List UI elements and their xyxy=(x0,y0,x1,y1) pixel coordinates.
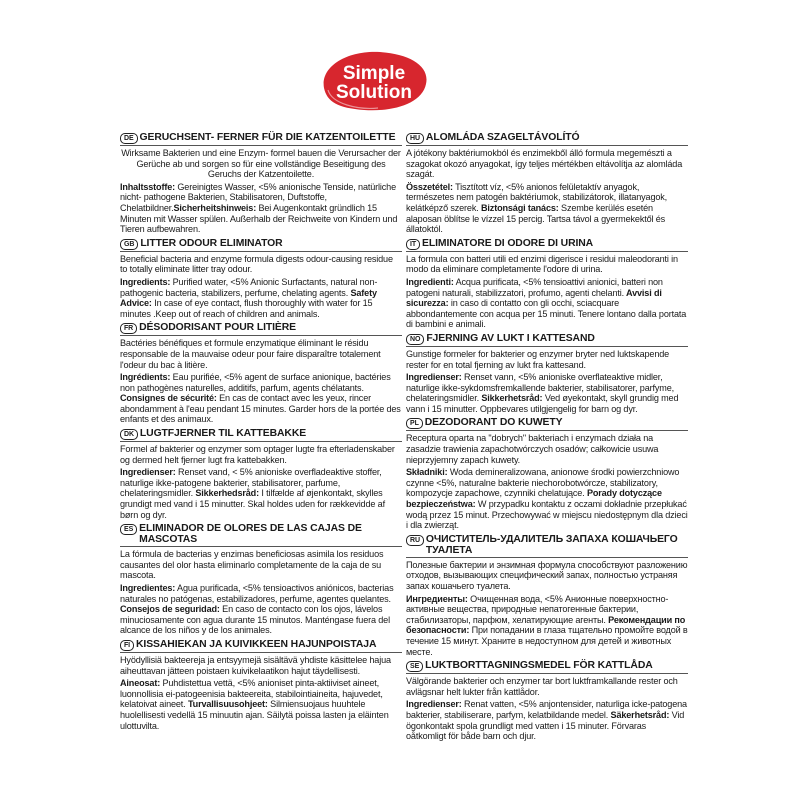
logo-line1: Simple xyxy=(342,63,406,84)
ingredients-and-safety xyxy=(120,583,402,636)
right-column xyxy=(406,132,688,745)
language-section-gb xyxy=(120,238,402,320)
language-code-badge: RU xyxy=(406,535,424,546)
ingredients-label: Ingredients: xyxy=(120,276,171,287)
language-code-badge: SE xyxy=(406,661,423,672)
section-heading xyxy=(406,417,688,431)
section-title: LUGTFJERNER TIL KATTEBAKKE xyxy=(139,428,307,440)
section-title: FJERNING AV LUKT I KATTESAND xyxy=(426,332,595,344)
ingredients-and-safety xyxy=(120,678,402,731)
safety-label: Sicherheitshinweis: xyxy=(173,202,257,213)
section-heading xyxy=(120,322,402,336)
safety-text: При попадании в глаза тщательно промойте водой в течение 15 минут. Храните в недоступном для детей и животных месте. xyxy=(406,625,688,657)
safety-label: Safety Advice: xyxy=(120,287,377,309)
language-code-badge: DK xyxy=(120,429,138,440)
safety-text: In case of eye contact, flush thoroughly with water for 15 minutes .Keep out of reach of children and animals. xyxy=(120,298,373,319)
left-column xyxy=(120,132,402,734)
ingredients-and-safety xyxy=(120,182,402,235)
language-section-fr xyxy=(120,322,402,425)
ingredients-text: Purified water, <5% Anionic Surfactants, natural non-pathogenic bacteria, stabilizers, perfume, chelating agents. xyxy=(120,276,378,298)
ingredients-label: Ingredienser: xyxy=(406,372,462,383)
safety-text: En cas de contact avec les yeux, rincer abondamment à l'eau pendant 15 minutes. Garder hors de la portée des enfants et des animaux. xyxy=(120,393,401,425)
language-section-fi xyxy=(120,639,402,731)
section-title: ELIMINADOR DE OLORES DE LAS CAJAS DE MASCOTAS xyxy=(139,523,362,546)
language-code-badge: IT xyxy=(406,239,420,250)
ingredients-label: Ингредиенты: xyxy=(406,593,468,604)
ingredients-label: Ingredienser: xyxy=(120,467,176,478)
language-code-badge: FR xyxy=(120,323,137,334)
safety-text: Ved øyekontakt, skyll grundig med vann i 15 minutter. Oppbevares utilgjengelig for barn og dyr. xyxy=(406,393,679,414)
section-heading xyxy=(406,132,688,146)
ingredients-and-safety xyxy=(406,699,688,741)
safety-label: Säkerhetsråd: xyxy=(608,709,670,720)
section-intro: La fórmula de bacterias y enzimas beneficiosas asimila los residuos causantes del olor hasta eliminarlo completamente de la caja de su mascota. xyxy=(120,549,384,581)
section-title: LITTER ODOUR ELIMINATOR xyxy=(140,237,283,249)
safety-label: Consejos de seguridad: xyxy=(120,604,220,615)
section-intro: Receptura oparta na "dobrych" bakteriach i enzymach działa na zasadzie trawienia zapachotwórczych osadów; całkowicie usuwa nieprzyjemny zapach kuwety. xyxy=(406,433,659,465)
ingredients-text: Renset vann, <5% anioniske overflateaktive midler, naturlige ikke-sykdomsfremkallende bakterier, stabilisatorer, parfyme, chelateringsmidler. xyxy=(406,372,674,404)
ingredients-text: Renset vand, < 5% anioniske overfladeaktive stoffer, naturlige ikke-patogene bakterier, stabilisatorer, parfume, chelateringsmidler. xyxy=(120,467,382,499)
language-section-es xyxy=(120,523,402,636)
ingredients-text: Gereinigtes Wasser, <5% anionische Tenside, natürliche nicht- pathogene Bakterien, Stabilisatoren, Duftstoffe, Chelatbildner. xyxy=(120,181,396,213)
section-title: ОЧИСТИТЕЛЬ-УДАЛИТЕЛЬ ЗАПАХА КОШАЧЬЕГО ТУАЛЕТА xyxy=(425,533,678,556)
ingredients-text: Woda demineralizowana, anionowe środki powierzchniowo czynne <5%, naturalne bakterie niechorobotwórcze, stabilizatory, kompozycje zapachowe, czynniki chelatujące. xyxy=(406,467,680,499)
logo-line2: Solution xyxy=(336,82,412,103)
section-intro: Beneficial bacteria and enzyme formula digests odour-causing residue to totally eliminate litter tray odour. xyxy=(120,253,393,275)
ingredients-and-safety xyxy=(406,467,688,531)
language-section-hu xyxy=(406,132,688,235)
section-heading xyxy=(406,333,688,347)
section-title: ELIMINATORE DI ODORE DI URINA xyxy=(422,237,594,249)
section-heading xyxy=(120,428,402,442)
ingredients-text: Tisztított víz, <5% anionos felületaktív anyagok, természetes nem patogén baktériumok, stabilizátorok, illatanyagok, kelátképző szerek. xyxy=(406,181,668,213)
ingredients-text: Agua purificada, <5% tensioactivos aniónicos, bacterias naturales no patógenas, estabilizadores, perfume, agentes quelantes. xyxy=(120,583,394,604)
section-heading xyxy=(120,639,402,653)
ingredients-and-safety xyxy=(120,372,402,425)
language-code-badge: GB xyxy=(120,239,138,250)
safety-label: Рекомендации по безопасности: xyxy=(406,614,686,636)
section-intro: A jótékony baktériumokból és enzimekből álló formula megemészti a szagokat okozó anyagokat, így teljes mértékben eltávolítja az alomláda szagát. xyxy=(406,148,683,180)
ingredients-and-safety xyxy=(120,467,402,520)
safety-label: Sikkerhedsråd: xyxy=(192,488,259,499)
safety-label: Avvisi di sicurezza: xyxy=(406,287,662,309)
language-code-badge: FI xyxy=(120,640,134,651)
safety-text: W przypadku kontaktu z oczami dokładnie przepłukać wodą przez 15 minut. Przechowywać w miejscu niedostępnym dla dzieci i dla zwierząt. xyxy=(406,499,688,531)
ingredients-and-safety xyxy=(406,182,688,235)
language-code-badge: NO xyxy=(406,334,424,345)
ingredients-text: Очищенная вода, <5% Анионные поверхностно-активные вещества, природные непатогенные бактерии, стабилизаторы, парфюм, хелатирующие агенты. xyxy=(406,593,669,625)
section-intro: Полезные бактерии и энзимная формула способствуют разложению отходов, вызывающих специфический запах, полностью устраняя запах кошачьего туалета. xyxy=(406,559,688,591)
safety-text: Bei Augenkontakt gründlich 15 Minuten mit Wasser spülen. Außerhalb der Reichweite von Kindern und Tieren aufbewahren. xyxy=(120,202,398,235)
ingredients-label: Składniki: xyxy=(406,467,448,478)
ingredients-label: Aineosat: xyxy=(120,678,161,689)
section-heading xyxy=(406,660,688,674)
safety-label: Turvallisuusohjeet: xyxy=(185,699,268,710)
language-code-badge: HU xyxy=(406,133,424,144)
section-heading xyxy=(406,534,688,558)
safety-label: Sikkerhetsråd: xyxy=(478,393,543,404)
language-section-it xyxy=(406,238,688,330)
ingredients-label: Ingredienti: xyxy=(406,276,454,287)
language-section-no xyxy=(406,333,688,415)
language-section-pl xyxy=(406,417,688,530)
safety-text: Vid ögonkontakt spola grundligt med vatten i 15 minuter. Förvaras oåtkomligt för både barn och djur. xyxy=(406,709,685,742)
language-section-de xyxy=(120,132,402,235)
safety-text: Szembe kerülés esetén alaposan öblítse le vízzel 15 percig. Tartsa távol a gyermekektől és állatoktól. xyxy=(406,202,666,235)
language-code-badge: ES xyxy=(120,524,137,535)
ingredients-label: Összetétel: xyxy=(406,181,453,192)
safety-text: En caso de contacto con los ojos, lávelos minuciosamente con agua durante 15 minutos. Manténgase fuera del alcance de los niños y de los animales. xyxy=(120,604,390,636)
language-section-ru xyxy=(406,534,688,657)
section-intro: Formel af bakterier og enzymer som optager lugte fra efterladenskaber og dermed helt fjerner lugt fra kattebakken. xyxy=(120,444,395,465)
section-title: GERUCHSENT- FERNER FÜR DIE KATZENTOILETTE xyxy=(139,132,396,143)
section-title: DEZODORANT DO KUWETY xyxy=(424,417,563,429)
section-intro: Gunstige formeler for bakterier og enzymer bryter ned luktskapende rester for en total fjerning av lukt fra kattesand. xyxy=(406,348,670,370)
language-section-dk xyxy=(120,428,402,520)
ingredients-text: Renat vatten, <5% anjontensider, naturliga icke-patogena bakterier, stabiliserare, parfym, kelatbildande medel. xyxy=(406,699,687,720)
section-heading xyxy=(120,132,402,146)
section-intro: Välgörande bakterier och enzymer tar bort luktframkallande rester och avlägsnar helt lukter från kattlådor. xyxy=(406,676,678,697)
section-title: DÉSODORISANT POUR LITIÈRE xyxy=(139,322,296,334)
section-heading xyxy=(406,238,688,252)
safety-label: Porady dotyczące bezpieczeństwa: xyxy=(406,488,662,510)
ingredients-and-safety xyxy=(120,277,402,319)
section-title: LUKTBORTTAGNINGSMEDEL FÖR KATTLÅDA xyxy=(425,660,653,672)
section-intro: La formula con batteri utili ed enzimi digerisce i residui maleodoranti in modo da eliminare completamente l'odore di urina. xyxy=(406,253,678,275)
ingredients-text: Acqua purificata, <5% tensioattivi anionici, batteri non patogeni naturali, stabilizzatori, profumo, agenti chelanti. xyxy=(406,276,663,298)
ingredients-text: Puhdistettua vettä, <5% anioniset pinta-aktiiviset aineet, luonnollisia ei-patogeenisia bakteereita, stabilointiaineita, hajuvedet, kelatoivat aineet. xyxy=(120,678,383,710)
ingredients-and-safety xyxy=(406,594,688,658)
ingredients-and-safety xyxy=(406,372,688,414)
ingredients-text: Eau purifiée, <5% agent de surface anionique, bactéries non pathogènes naturelles, additifs, parfum, agents chélatants. xyxy=(120,372,391,393)
safety-label: Consignes de sécurité: xyxy=(120,393,217,404)
section-heading xyxy=(120,238,402,252)
ingredients-label: Inhaltsstoffe: xyxy=(120,181,175,192)
simple-solution-logo xyxy=(318,48,430,114)
language-code-badge: PL xyxy=(406,418,423,429)
ingredients-and-safety xyxy=(406,277,688,330)
language-section-se xyxy=(406,660,688,742)
ingredients-label: Ingredienser: xyxy=(406,699,462,710)
section-intro: Wirksame Bakterien und eine Enzym- formel bauen die Verursacher der Gerüche ab und sorgen so für eine vollständige Beseitigung des Geruchs der Katzentoilette. xyxy=(121,148,401,180)
safety-text: I tilfælde af øjenkontakt, skylles grundigt med vand i 15 minutter. Skal holdes uden for rækkevidde af børn og dyr. xyxy=(120,488,385,520)
section-intro: Hyödyllisiä bakteereja ja entsyymejä sisältävä yhdiste käsittelee hajua aiheuttavan jätteen poistaen kuivikelaatikon hajut täydellisesti. xyxy=(120,654,391,676)
section-title: KISSAHIEKAN JA KUIVIKKEEN HAJUNPOISTAJA xyxy=(136,638,377,650)
section-heading xyxy=(120,523,402,547)
ingredients-label: Ingredientes: xyxy=(120,583,176,593)
section-intro: Bactéries bénéfiques et formule enzymatique éliminant le résidu responsable de la mauvaise odeur pour faire disparaître totalement l'odeur du bac à litière. xyxy=(120,338,381,370)
safety-text: Silmiensuojaus huuhtele huolellisesti vedellä 15 minuutin ajan. Säilytä poissa lasten ja eläinten ulottuvilta. xyxy=(120,699,389,731)
section-title: ALOMLÁDA SZAGELTÁVOLÍTÓ xyxy=(425,132,580,143)
ingredients-label: Ingrédients: xyxy=(120,372,171,383)
language-code-badge: DE xyxy=(120,133,138,144)
safety-label: Biztonsági tanács: xyxy=(478,202,559,213)
safety-text: in caso di contatto con gli occhi, sciacquare abbondantemente con acqua per 15 minuti. Tenere lontano dalla portata di bambini e animali. xyxy=(406,298,687,330)
